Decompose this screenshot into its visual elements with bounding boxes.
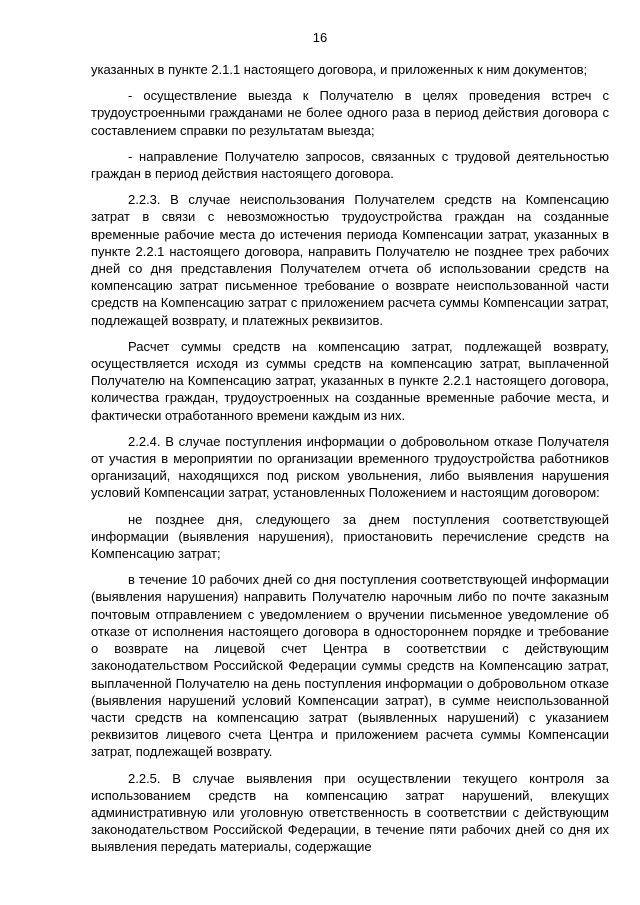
paragraph-notice-of-refusal: в течение 10 рабочих дней со дня поступления соответствующей информации (выявления нарушения) направить Получателю нарочным либо по почте заказным почтовым отправлением с уведомлением о вручении письменное уведомление об отказе от исполнения настоящего договора в одностороннем порядке и требование о возврате на лицевой счет Центра в соответствии с действующим законодательством Российской Федерации суммы средств на Компенсацию затрат, выплаченной Получателю на день поступления информации о добровольном отказе (выявления нарушений условий Компенсации затрат), в сумме неиспользованной части средств на компенсацию затрат (выявленных нарушений) с указанием реквизитов лицевого счета Центра и приложением расчета суммы Компенсации затрат, подлежащей возврату. <box>91 572 609 760</box>
paragraph-item-requests: - направление Получателю запросов, связанных с трудовой деятельностью граждан в период действия настоящего договора. <box>91 148 609 182</box>
paragraph-suspend-transfer: не позднее дня, следующего за днем поступления соответствующей информации (выявления нарушения), приостановить перечисление средств на Компенсацию затрат; <box>91 511 609 562</box>
paragraph-refund-calculation: Расчет суммы средств на компенсацию затрат, подлежащей возврату, осуществляется исходя из суммы средств на компенсацию затрат, выплаченной Получателю на Компенсацию затрат, указанных в пункте 2.2.1 настоящего договора, количества граждан, трудоустроенных на созданные временные рабочие места, и фактически отработанного времени каждым из них. <box>91 338 609 423</box>
document-body <box>91 61 609 865</box>
paragraph-2-2-5: 2.2.5. В случае выявления при осуществлении текущего контроля за использованием средств на компенсацию затрат нарушений, влекущих административную или уголовную ответственность в соответствии с действующим законодательством Российской Федерации, в течение пяти рабочих дней со дня их выявления передать материалы, содержащие <box>91 770 609 855</box>
paragraph-2-2-4: 2.2.4. В случае поступления информации о добровольном отказе Получателя от участия в мероприятии по организации временного трудоустройства работников организаций, находящихся под риском увольнения, либо выявления нарушения условий Компенсации затрат, установленных Положением и настоящим договором: <box>91 433 609 501</box>
paragraph-2-2-3: 2.2.3. В случае неиспользования Получателем средств на Компенсацию затрат в связи с невозможностью трудоустройства граждан на созданные временные рабочие места до истечения периода Компенсации затрат, указанных в пункте 2.2.1 настоящего договора, направить Получателю не позднее трех рабочих дней со дня представления Получателем отчета об использовании средств на компенсацию затрат письменное требование о возврате неиспользованной части средств на Компенсацию затрат с приложением расчета суммы Компенсации затрат, подлежащей возврату, и платежных реквизитов. <box>91 192 609 328</box>
paragraph-continuation: указанных в пункте 2.1.1 настоящего договора, и приложенных к ним документов; <box>91 62 588 77</box>
page-number: 16 <box>312 30 328 45</box>
paragraph-item-site-visit: - осуществление выезда к Получателю в целях проведения встреч с трудоустроенными гражданами не более одного раза в период действия договора с составлением справки по результатам выезда; <box>91 88 609 138</box>
